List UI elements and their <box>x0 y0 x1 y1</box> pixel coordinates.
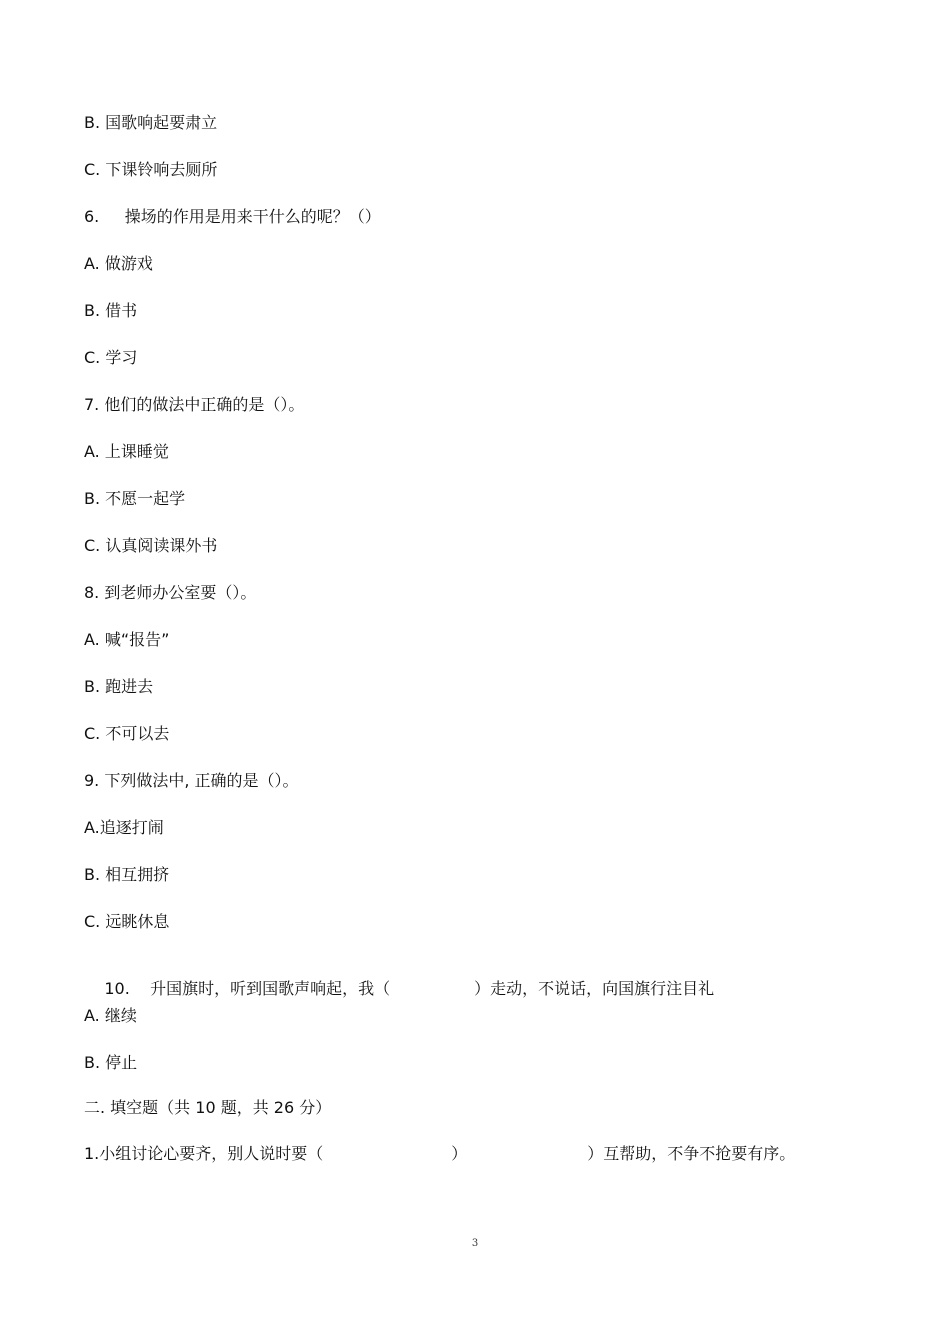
fill-q1-head: 1.小组讨论心要齐，别人说时要（ <box>84 1144 324 1163</box>
fill-q1-mid: ） <box>451 1144 468 1163</box>
question-6: 6. 操场的作用是用来干什么的呢？（） <box>84 207 381 226</box>
q9-option-c: C. 远眺休息 <box>84 912 170 931</box>
question-10-tail: ）走动，不说话，向国旗行注目礼 <box>474 979 715 998</box>
q9-option-a: A.追逐打闹 <box>84 818 164 837</box>
fill-question-1 <box>84 1144 795 1164</box>
question-10-head: 10. 升国旗时，听到国歌声响起，我（ <box>104 979 391 998</box>
page-number: 3 <box>471 1238 479 1249</box>
q10-option-a: A. 继续 <box>84 1006 137 1025</box>
q5-option-c: C. 下课铃响去厕所 <box>84 160 218 179</box>
q8-option-a: A. 喊“报告” <box>84 630 170 649</box>
q7-option-a: A. 上课睡觉 <box>84 442 169 461</box>
q7-option-b: B. 不愿一起学 <box>84 489 186 508</box>
question-7: 7. 他们的做法中正确的是（）。 <box>84 395 305 414</box>
q9-option-b: B. 相互拥挤 <box>84 865 170 884</box>
q5-option-b: B. 国歌响起要肃立 <box>84 113 218 132</box>
q6-option-a: A. 做游戏 <box>84 254 153 273</box>
q8-option-b: B. 跑进去 <box>84 677 154 696</box>
q6-option-c: C. 学习 <box>84 348 138 367</box>
q6-option-b: B. 借书 <box>84 301 138 320</box>
fill-q1-tail: ）互帮助，不争不抢要有序。 <box>587 1144 796 1163</box>
question-8: 8. 到老师办公室要（）。 <box>84 583 257 602</box>
question-9: 9. 下列做法中, 正确的是（）。 <box>84 771 299 790</box>
question-10 <box>84 959 864 998</box>
q7-option-c: C. 认真阅读课外书 <box>84 536 218 555</box>
section-title: 二. 填空题（共 10 题，共 26 分） <box>84 1098 332 1117</box>
q8-option-c: C. 不可以去 <box>84 724 170 743</box>
q10-option-b: B. 停止 <box>84 1053 138 1072</box>
